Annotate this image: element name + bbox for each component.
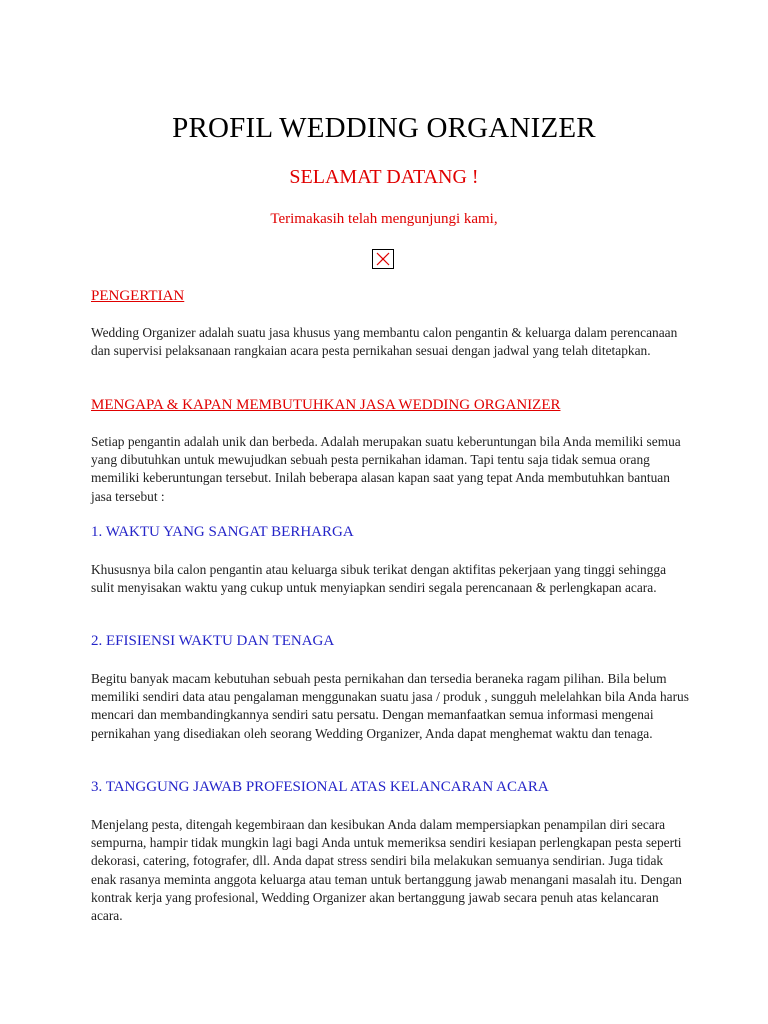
section-heading-pengertian: PENGERTIAN bbox=[91, 288, 185, 304]
section-heading-tanggung-jawab: 3. TANGGUNG JAWAB PROFESIONAL ATAS KELANCARAN ACARA bbox=[91, 779, 549, 795]
section-body-efisiensi: Begitu banyak macam kebutuhan sebuah pesta pernikahan dan tersedia beraneka ragam pilihan. Bila belum memiliki sendiri data atau pengalaman menggunakan suatu jasa / produk , sungguh melelahkan bila Anda harus mencari dan membandingkannya sendiri satu persatu. Dengan memanfaatkan semua informasi mengenai pernikahan yang disediakan oleh seorang Wedding Organizer, Anda dapat menghemat waktu dan tenaga. bbox=[91, 671, 689, 741]
section-heading-waktu: 1. WAKTU YANG SANGAT BERHARGA bbox=[91, 524, 354, 540]
page-title: PROFIL WEDDING ORGANIZER bbox=[172, 112, 596, 144]
welcome-heading: SELAMAT DATANG ! bbox=[289, 166, 479, 188]
section-body-tanggung-jawab: Menjelang pesta, ditengah kegembiraan dan kesibukan Anda dalam mempersiapkan penampilan diri secara sempurna, hampir tidak mungkin lagi bagi Anda untuk memeriksa sendiri kesiapan perlengkapan pesta seperti dekorasi, catering, fotografer, dll. Anda dapat stress sendiri bila melakukan semuanya sendirian. Juga tidak enak rasanya meminta anggota keluarga atau teman untuk bertanggung jawab menangani masalah itu. Dengan kontrak kerja yang profesional, Wedding Organizer akan bertanggung jawab secara penuh atas kelancaran acara. bbox=[91, 817, 682, 924]
broken-image-cross bbox=[376, 252, 390, 266]
section-body-pengertian: Wedding Organizer adalah suatu jasa khusus yang membantu calon pengantin & keluarga dalam perencanaan dan supervisi pelaksanaan rangkaian acara pesta pernikahan sesuai dengan jadwal yang telah ditetapkan. bbox=[91, 325, 678, 359]
section-body-waktu: Khususnya bila calon pengantin atau keluarga sibuk terikat dengan aktifitas pekerjaan yang tinggi sehingga sulit menyisakan waktu yang cukup untuk menyiapkan sendiri segala perencanaan & perlengkapan acara. bbox=[91, 562, 667, 596]
thanks-text: Terimakasih telah mengunjungi kami, bbox=[270, 211, 498, 227]
broken-image-icon bbox=[372, 249, 394, 269]
section-body-mengapa: Setiap pengantin adalah unik dan berbeda. Adalah merupakan suatu keberuntungan bila Anda memiliki semua yang dibutuhkan untuk mewujudkan sebuah pesta pernikahan idaman. Tapi tentu saja tidak semua orang memiliki keberuntungan tersebut. Inilah beberapa alasan kapan saat yang tepat Anda membutuhkan bantuan jasa tersebut : bbox=[91, 434, 681, 504]
section-heading-mengapa: MENGAPA & KAPAN MEMBUTUHKAN JASA WEDDING ORGANIZER bbox=[91, 397, 561, 413]
section-heading-efisiensi: 2. EFISIENSI WAKTU DAN TENAGA bbox=[91, 633, 335, 649]
